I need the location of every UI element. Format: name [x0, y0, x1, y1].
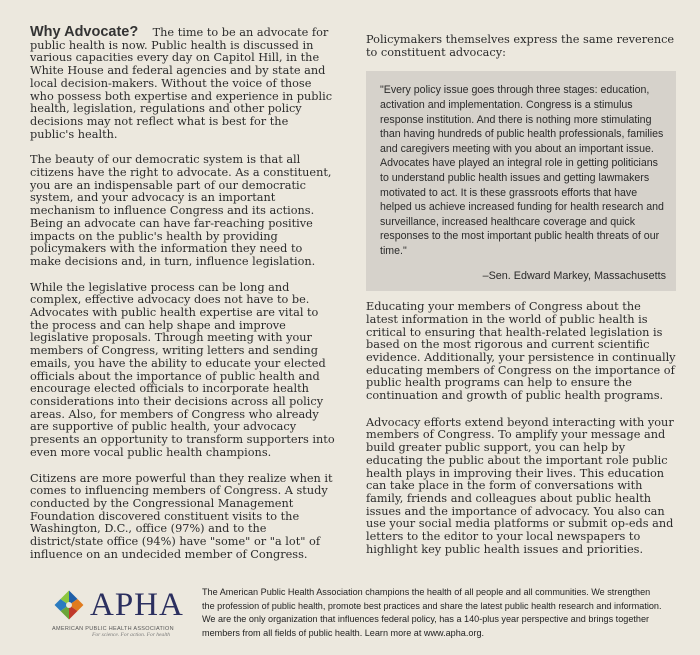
educating-paragraph: Educating your members of Congress about the latest information in the world of public health is critical to ensuring that health-related legislation is based on the most rigorous and current scientific evidence. Additionally, your persistence in continually educating members of Congress on the importance of public health programs can help to ensure the continuation and growth of public health programs. [366, 300, 676, 403]
citizens-paragraph: Citizens are more powerful than they realize when it comes to influencing members of Congress. A study conducted by the Congressional Management Foundation discovered constituent visits to the Washington, D.C., office (97%) and to the district/state office (94%) have "some" or "a lot" of influence on an undecided member of Congress. [30, 471, 333, 561]
apha-logo-tagline: For science. For action. For health [92, 632, 171, 638]
why-advocate-paragraph [30, 26, 336, 141]
footer [0, 560, 700, 655]
apha-logo [52, 588, 192, 648]
legislative-paragraph: While the legislative process can be long and complex, effective advocacy does not have to be. Advocates with public health expertise are vital to the process and can help shape and improve legislative proposals. Through meeting with your members of Congress, writing letters and sending emails, you have the ability to educate your elected officials about the importance of public health and encourage elected officials to incorporate health considerations into their decisions across all policy areas. Also, for members of Congress who already are supportive of public health, your advocacy presents an opportunity to transform supporters into even more vocal public health champions. [30, 280, 335, 459]
markey-quote: "Every policy issue goes through three stages: education, activation and implementation. Congress is a stimulus response institution. And there is nothing more stimulating than having hundreds of public health professionals, families and caregivers meeting with you about an important issue. Advocates have played an integral role in getting politicians to understand public health issues and getting lawmakers motivated to act. It is these grassroots efforts that have helped us achieve increased funding for health research and surveillance, increased healthcare coverage and quick responses to the most important public health threats of our time." [380, 84, 664, 257]
apha-description: The American Public Health Association champions the health of all people and all communities. We strengthen the profession of public health, promote best practices and share the latest public health research and information. We are the only organization that influences federal policy, has a 140-plus year perspective and brings together members from all fields of public health. Learn more at www.apha.org. [202, 587, 662, 638]
section-heading: Why Advocate? [30, 24, 139, 40]
apha-logo-text: APHA [90, 587, 184, 623]
apha-logo-subtitle: AMERICAN PUBLIC HEALTH ASSOCIATION [52, 626, 174, 632]
advocacy-efforts-paragraph: Advocacy efforts extend beyond interacting with your members of Congress. To amplify your message and build greater public support, you can help by educating the public about the important role public health plays in improving their lives. This education can take place in the form of conversations with family, friends and colleagues about public health issues and the importance of advocacy. You also can use your social media platforms or submit op-eds and letters to the editor to your local newspapers to highlight key public health issues and priorities. [366, 415, 674, 556]
right-column [366, 34, 676, 556]
democratic-paragraph: The beauty of our democratic system is that all citizens have the right to advocate. As a constituent, you are an indispensable part of our democratic system, and your advocacy is an important mechanism to influence Congress and its actions. Being an advocate can have far-reaching positive impacts on the public's health by providing policymakers with the information they need to make decisions and, in turn, influence legislation. [30, 153, 332, 268]
para1-text: The time to be an advocate for public health is now. Public health is discussed in various capacities every day on Capitol Hill, in the White House and federal agencies and by state and local decision-makers. Without the voice of those who possess both expertise and experience in public health, legislation, regulations and other policy decisions may not reflect what is best for the public's health. [30, 26, 333, 141]
left-column [30, 26, 336, 561]
apha-globe-icon [52, 588, 86, 622]
quote-attribution: –Sen. Edward Markey, Massachusetts [482, 269, 666, 282]
quote-box [366, 71, 676, 291]
policymakers-intro: Policymakers themselves express the same reverence to constituent advocacy: [366, 33, 675, 59]
